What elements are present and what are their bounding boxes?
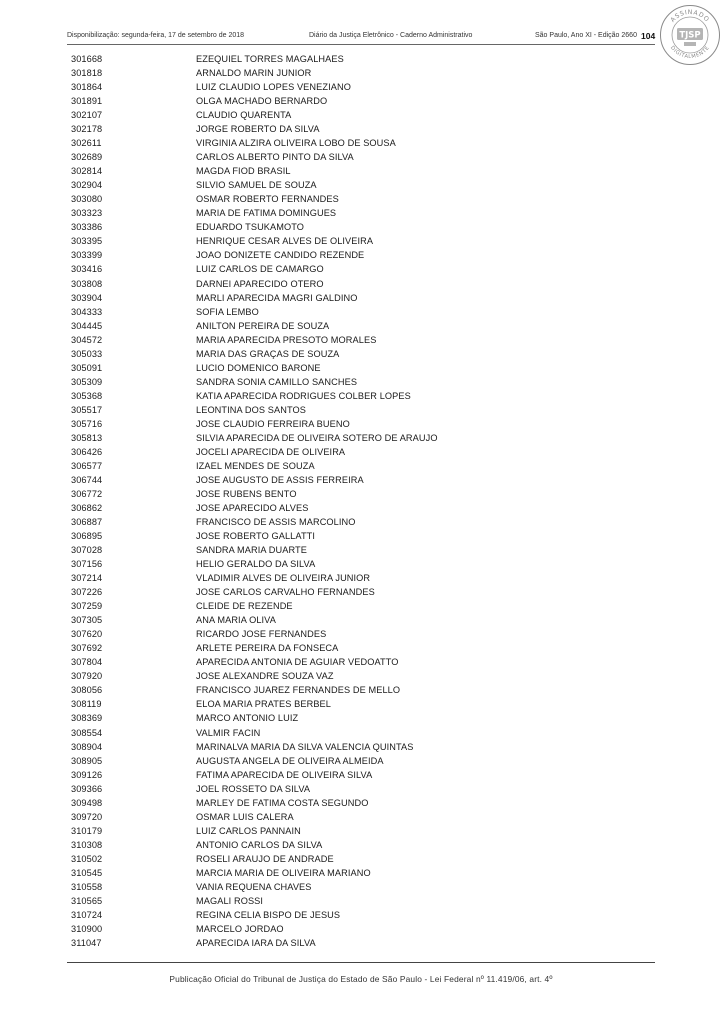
list-item [71, 740, 591, 754]
list-item [71, 641, 591, 655]
list-item [71, 347, 591, 361]
person-name: ROSELI ARAUJO DE ANDRADE [196, 853, 334, 864]
list-item [71, 529, 591, 543]
registration-code: 308119 [71, 699, 102, 710]
person-name: JOSE APARECIDO ALVES [196, 503, 309, 513]
list-item [71, 52, 591, 66]
list-item [71, 94, 591, 108]
person-name: OSMAR ROBERTO FERNANDES [196, 194, 339, 205]
registration-code: 307620 [71, 629, 103, 640]
person-name: VALMIR FACIN [196, 727, 261, 738]
list-item [71, 445, 591, 459]
list-item [71, 431, 591, 445]
person-name: CLEIDE DE REZENDE [196, 601, 293, 612]
page-header [67, 28, 655, 42]
registration-code: 303080 [71, 194, 103, 205]
registration-code: 307214 [71, 573, 103, 584]
registration-code: 306744 [71, 474, 103, 485]
person-name: OSMAR LUIS CALERA [196, 811, 294, 822]
list-item [71, 403, 591, 417]
person-name: JOSE ALEXANDRE SOUZA VAZ [196, 671, 334, 682]
edition-info: São Paulo, Ano XI - Edição 2660 [535, 32, 637, 39]
list-item [71, 459, 591, 473]
list-item [71, 908, 591, 922]
person-name: MARINALVA MARIA DA SILVA VALENCIA QUINTAS [196, 741, 414, 752]
person-name: JOCELI APARECIDA DE OLIVEIRA [196, 446, 346, 457]
list-item [71, 473, 591, 487]
list-item [71, 852, 591, 866]
registration-code: 305091 [71, 362, 103, 373]
person-name: CLAUDIO QUARENTA [196, 110, 292, 121]
footer-divider [67, 962, 655, 963]
person-name: FRANCISCO JUAREZ FERNANDES DE MELLO [196, 685, 401, 696]
person-name: REGINA CELIA BISPO DE JESUS [196, 909, 341, 920]
list-item [71, 866, 591, 880]
registration-code: 305368 [71, 390, 103, 401]
registration-code: 309720 [71, 811, 103, 822]
person-name: HENRIQUE CESAR ALVES DE OLIVEIRA [196, 236, 374, 247]
person-name: LUIZ CARLOS PANNAIN [196, 825, 301, 836]
person-name: JOSE CARLOS CARVALHO FERNANDES [196, 587, 375, 598]
registration-code: 306862 [71, 503, 103, 513]
list-item [71, 487, 591, 501]
person-name: AUGUSTA ANGELA DE OLIVEIRA ALMEIDA [196, 755, 384, 766]
registration-code: 302814 [71, 166, 103, 177]
list-item [71, 796, 591, 810]
list-item [71, 880, 591, 894]
person-name: LEONTINA DOS SANTOS [196, 404, 306, 415]
list-item [71, 417, 591, 431]
registration-code: 304572 [71, 334, 103, 345]
seal-bottom-text: DIGITALMENTE [668, 45, 712, 61]
list-item [71, 754, 591, 768]
list-item [71, 599, 591, 613]
registration-code: 303323 [71, 208, 103, 219]
list-item [71, 557, 591, 571]
registration-code: 307305 [71, 615, 103, 626]
registration-code: 310545 [71, 867, 103, 878]
list-item [71, 136, 591, 150]
list-item [71, 711, 591, 725]
list-item [71, 683, 591, 697]
registration-code: 307259 [71, 601, 103, 612]
list-item [71, 613, 591, 627]
registration-code: 309126 [71, 769, 103, 780]
person-name: ARNALDO MARIN JUNIOR [196, 68, 312, 79]
registration-code: 308904 [71, 741, 103, 752]
list-item [71, 936, 591, 950]
person-name: ELOA MARIA PRATES BERBEL [196, 699, 331, 710]
list-item [71, 768, 591, 782]
person-name: JOEL ROSSETO DA SILVA [196, 783, 311, 794]
registration-code: 306895 [71, 531, 103, 542]
registration-code: 302611 [71, 138, 102, 149]
list-item [71, 824, 591, 838]
person-name: ANA MARIA OLIVA [196, 615, 276, 626]
person-name: ANTONIO CARLOS DA SILVA [196, 839, 323, 850]
list-item [71, 515, 591, 529]
person-name: IZAEL MENDES DE SOUZA [196, 460, 315, 471]
list-item [71, 291, 591, 305]
registration-code: 304445 [71, 320, 103, 331]
list-item [71, 389, 591, 403]
list-item [71, 164, 591, 178]
person-name: MARIA DAS GRAÇAS DE SOUZA [196, 348, 340, 359]
person-name: JOSE ROBERTO GALLATTI [196, 531, 316, 542]
registration-code: 305813 [71, 432, 103, 443]
person-name: CARLOS ALBERTO PINTO DA SILVA [196, 152, 354, 163]
list-item [71, 262, 591, 276]
list-item [71, 655, 591, 669]
registration-code: 303904 [71, 292, 103, 303]
person-name: VIRGINIA ALZIRA OLIVEIRA LOBO DE SOUSA [196, 138, 396, 149]
list-item [71, 838, 591, 852]
registration-code: 307920 [71, 671, 103, 682]
registration-code: 307028 [71, 545, 103, 556]
person-name: JOSE RUBENS BENTO [196, 488, 297, 499]
person-name: EZEQUIEL TORRES MAGALHAES [196, 54, 344, 64]
registration-code: 310558 [71, 881, 103, 892]
person-name: LUIZ CARLOS DE CAMARGO [196, 264, 324, 275]
list-item [71, 501, 591, 515]
person-name: JOAO DONIZETE CANDIDO REZENDE [196, 250, 365, 261]
list-item [71, 319, 591, 333]
registration-code: 306772 [71, 488, 103, 499]
registration-code: 305716 [71, 418, 103, 429]
registration-code: 307804 [71, 657, 103, 668]
registration-code: 302107 [71, 110, 103, 121]
person-name: JOSE CLAUDIO FERREIRA BUENO [196, 418, 350, 429]
list-item [71, 305, 591, 319]
registration-code: 302689 [71, 152, 103, 163]
seal-top-text: ASSINADO [669, 8, 711, 24]
registration-code: 301668 [71, 54, 103, 64]
person-name: MARLEY DE FATIMA COSTA SEGUNDO [196, 797, 369, 808]
registration-code: 308369 [71, 713, 103, 724]
list-item [71, 810, 591, 824]
registration-code: 308554 [71, 727, 103, 738]
list-item [71, 333, 591, 347]
page-number: 104 [641, 31, 656, 41]
digital-signature-seal-icon [659, 4, 721, 66]
list-item [71, 220, 591, 234]
registration-code: 303416 [71, 264, 103, 275]
person-name: APARECIDA ANTONIA DE AGUIAR VEDOATTO [196, 657, 399, 668]
person-name: RICARDO JOSE FERNANDES [196, 629, 327, 640]
person-name: MARCO ANTONIO LUIZ [196, 713, 299, 724]
person-name: LUIZ CLAUDIO LOPES VENEZIANO [196, 82, 351, 93]
list-item [71, 192, 591, 206]
registration-code: 306887 [71, 517, 103, 528]
person-name: VLADIMIR ALVES DE OLIVEIRA JUNIOR [196, 573, 371, 584]
person-name: ARLETE PEREIRA DA FONSECA [196, 643, 339, 654]
list-item [71, 375, 591, 389]
person-name: VANIA REQUENA CHAVES [196, 881, 312, 892]
person-name: SILVIO SAMUEL DE SOUZA [196, 180, 317, 191]
person-name: KATIA APARECIDA RODRIGUES COLBER LOPES [196, 390, 411, 401]
registration-code: 310565 [71, 895, 103, 906]
registration-code: 301891 [71, 96, 103, 107]
registration-code: 303395 [71, 236, 103, 247]
person-name: EDUARDO TSUKAMOTO [196, 222, 305, 233]
registration-code: 305309 [71, 376, 103, 387]
person-name: OLGA MACHADO BERNARDO [196, 96, 328, 107]
person-name: MARCELO JORDAO [196, 923, 284, 934]
list-item [71, 697, 591, 711]
list-item [71, 80, 591, 94]
registration-code: 305517 [71, 404, 103, 415]
person-name: JOSE AUGUSTO DE ASSIS FERREIRA [196, 474, 364, 485]
list-item [71, 922, 591, 936]
list-item [71, 234, 591, 248]
list-item [71, 361, 591, 375]
list-item [71, 894, 591, 908]
registration-code: 303399 [71, 250, 103, 261]
person-name: DARNEI APARECIDO OTERO [196, 278, 324, 289]
registration-code: 301864 [71, 82, 103, 93]
list-item [71, 726, 591, 740]
person-name: HELIO GERALDO DA SILVA [196, 559, 316, 570]
list-item [71, 150, 591, 164]
footer-text: Publicação Oficial do Tribunal de Justiça do Estado de São Paulo - Lei Federal nº 11.419/06, art. 4º [169, 974, 553, 984]
list-item [71, 585, 591, 599]
registration-code: 302178 [71, 124, 103, 135]
person-name: JORGE ROBERTO DA SILVA [196, 124, 320, 135]
journal-title: Diário da Justiça Eletrônico - Caderno Administrativo [309, 32, 473, 39]
person-name: SANDRA MARIA DUARTE [196, 545, 307, 556]
list-item [71, 206, 591, 220]
registration-code: 305033 [71, 348, 103, 359]
person-name: FRANCISCO DE ASSIS MARCOLINO [196, 517, 356, 528]
list-item [71, 122, 591, 136]
list-item [71, 571, 591, 585]
list-item [71, 627, 591, 641]
registration-code: 306426 [71, 446, 103, 457]
header-divider [67, 44, 655, 45]
person-name: LUCIO DOMENICO BARONE [196, 362, 321, 373]
registration-code: 307226 [71, 587, 103, 598]
registration-code: 304333 [71, 306, 103, 317]
registration-code: 308905 [71, 755, 103, 766]
list-item [71, 108, 591, 122]
publication-date: Disponibilização: segunda-feira, 17 de setembro de 2018 [67, 32, 245, 39]
registration-code: 301818 [71, 68, 103, 79]
person-name: MARIA DE FATIMA DOMINGUES [196, 208, 337, 219]
registration-code: 310502 [71, 853, 103, 864]
person-name: SOFIA LEMBO [196, 306, 259, 317]
registration-code: 303386 [71, 222, 103, 233]
person-name: MAGALI ROSSI [196, 895, 264, 906]
person-name: SANDRA SONIA CAMILLO SANCHES [196, 376, 358, 387]
registration-code: 309366 [71, 783, 103, 794]
registration-code: 307156 [71, 559, 103, 570]
registration-code: 306577 [71, 460, 103, 471]
person-name: APARECIDA IARA DA SILVA [196, 937, 316, 948]
person-name: MARCIA MARIA DE OLIVEIRA MARIANO [196, 867, 371, 878]
registration-code: 310308 [71, 839, 103, 850]
list-item [71, 178, 591, 192]
registration-code: 309498 [71, 797, 103, 808]
person-name: MARLI APARECIDA MAGRI GALDINO [196, 292, 358, 303]
list-item [71, 782, 591, 796]
person-name: FATIMA APARECIDA DE OLIVEIRA SILVA [196, 769, 373, 780]
registration-code: 307692 [71, 643, 103, 654]
registration-code: 302904 [71, 180, 103, 191]
list-item [71, 669, 591, 683]
registration-code: 310900 [71, 923, 103, 934]
list-item [71, 248, 591, 262]
seal-center-text: TJSP [679, 30, 701, 41]
person-name: MAGDA FIOD BRASIL [196, 166, 291, 177]
registration-code: 310724 [71, 909, 103, 920]
registration-code: 310179 [71, 825, 103, 836]
person-name: SILVIA APARECIDA DE OLIVEIRA SOTERO DE ARAUJO [196, 432, 438, 443]
person-name: MARIA APARECIDA PRESOTO MORALES [196, 334, 377, 345]
registration-code: 311047 [71, 937, 102, 948]
list-item [71, 277, 591, 291]
list-item [71, 543, 591, 557]
names-list [71, 52, 591, 950]
person-name: ANILTON PEREIRA DE SOUZA [196, 320, 330, 331]
registration-code: 303808 [71, 278, 103, 289]
list-item [71, 66, 591, 80]
registration-code: 308056 [71, 685, 103, 696]
